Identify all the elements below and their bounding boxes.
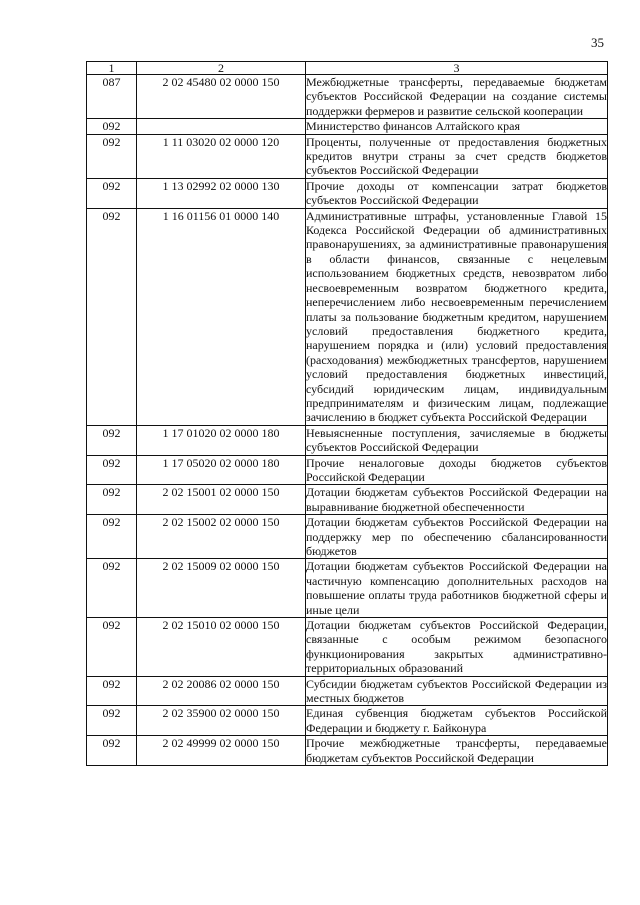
- revenue-name-cell: Межбюджетные трансферты, передаваемые бюджетам субъектов Российской Федерации на создание системы поддержки фермеров и развитие сельской кооперации: [306, 75, 607, 118]
- revenue-name-cell: Прочие доходы от компенсации затрат бюджетов субъектов Российской Федерации: [306, 178, 607, 208]
- budget-classification-code-cell: 1 13 02992 02 0000 130: [137, 178, 306, 208]
- revenue-name-cell: Невыясненные поступления, зачисляемые в бюджеты субъектов Российской Федерации: [306, 425, 607, 455]
- revenue-name-cell: Проценты, полученные от предоставления бюджетных кредитов внутри страны за счет средств бюджетов субъектов Российской Федерации: [306, 134, 607, 178]
- table-row: [87, 676, 608, 706]
- administrator-code-cell: 092: [87, 706, 137, 736]
- administrator-code-cell: 092: [87, 178, 137, 208]
- revenue-name-cell: Дотации бюджетам субъектов Российской Федерации на поддержку мер по обеспечению сбалансированности бюджетов: [306, 515, 607, 558]
- administrator-code-cell: 092: [87, 425, 137, 455]
- column-header-1: 1: [87, 62, 137, 75]
- budget-classification-code-cell: 2 02 15010 02 0000 150: [137, 618, 306, 677]
- administrator-code-cell: 087: [87, 75, 137, 119]
- table-row: [87, 425, 608, 455]
- budget-classification-code-cell: 2 02 45480 02 0000 150: [137, 75, 306, 119]
- administrator-code-cell: 092: [87, 515, 137, 559]
- administrator-code-cell: 092: [87, 455, 137, 485]
- budget-classification-code-cell: 2 02 15002 02 0000 150: [137, 515, 306, 559]
- budget-classification-code-cell: 1 17 01020 02 0000 180: [137, 425, 306, 455]
- budget-classification-code-cell: 2 02 15001 02 0000 150: [137, 485, 306, 515]
- revenue-name-cell: Прочие неналоговые доходы бюджетов субъектов Российской Федерации: [306, 455, 607, 484]
- table-row: [87, 559, 608, 618]
- administrator-code-cell: 092: [87, 736, 137, 766]
- budget-classification-code-cell: 1 11 03020 02 0000 120: [137, 134, 306, 178]
- table-row: [87, 134, 608, 178]
- budget-classification-code-cell: 1 17 05020 02 0000 180: [137, 455, 306, 485]
- page-number: 35: [591, 35, 604, 50]
- table-row: [87, 455, 608, 485]
- budget-classification-code-cell: 2 02 49999 02 0000 150: [137, 736, 306, 766]
- budget-classification-code-cell: 2 02 35900 02 0000 150: [137, 706, 306, 736]
- budget-classification-code-cell: 1 16 01156 01 0000 140: [137, 208, 306, 425]
- table-row: [87, 736, 608, 766]
- administrator-code-cell: 092: [87, 618, 137, 677]
- revenue-name-cell: Министерство финансов Алтайского края: [306, 119, 608, 134]
- budget-classification-code-cell: [137, 119, 306, 134]
- budget-classification-code-cell: 2 02 15009 02 0000 150: [137, 559, 306, 618]
- revenue-name-cell: Дотации бюджетам субъектов Российской Федерации на частичную компенсацию дополнительных расходов на повышение оплаты труда работников бюджетной сферы и иные цели: [306, 559, 607, 617]
- administrator-code-cell: 092: [87, 208, 137, 425]
- administrator-code-cell: 092: [87, 485, 137, 515]
- revenue-name-cell: Единая субвенция бюджетам субъектов Российской Федерации и бюджету г. Байконура: [306, 706, 607, 735]
- administrator-code-cell: 092: [87, 119, 137, 134]
- table-row: [87, 515, 608, 559]
- table-row: [87, 178, 608, 208]
- revenue-name-cell: Административные штрафы, установленные Главой 15 Кодекса Российской Федерации об административных правонарушениях, за административные правонарушения в области финансов, связанные с нецелевым использованием бюджетных средств, невозвратом либо несвоевременным возвратом бюджетного кредита, неперечислением либо несвоевременным перечислением платы за пользование бюджетным кредитом, нарушением условий предоставления бюджетного кредита, нарушением порядка и (или) условий предоставления (расходования) межбюджетных трансфертов, нарушением условий предоставления бюджетных инвестиций, субсидий юридическим лицам, индивидуальным предпринимателям и физическим лицам, подлежащие зачислению в бюджет субъекта Российской Федерации: [306, 208, 607, 425]
- table-body: [87, 75, 608, 766]
- column-header-3: 3: [306, 62, 608, 75]
- table-row: [87, 706, 608, 736]
- revenue-name-cell: Дотации бюджетам субъектов Российской Федерации на выравнивание бюджетной обеспеченности: [306, 485, 607, 514]
- budget-revenue-table: [86, 61, 608, 766]
- revenue-name-cell: Субсидии бюджетам субъектов Российской Федерации из местных бюджетов: [306, 676, 607, 706]
- table-row: [87, 485, 608, 515]
- administrator-code-cell: 092: [87, 134, 137, 178]
- table-row: [87, 618, 608, 677]
- table-row: [87, 208, 608, 425]
- table-row: [87, 75, 608, 119]
- revenue-name-cell: Прочие межбюджетные трансферты, передаваемые бюджетам субъектов Российской Федерации: [306, 736, 607, 765]
- table-row: [87, 119, 608, 134]
- budget-classification-code-cell: 2 02 20086 02 0000 150: [137, 676, 306, 706]
- administrator-code-cell: 092: [87, 676, 137, 706]
- column-header-2: 2: [137, 62, 306, 75]
- administrator-code-cell: 092: [87, 559, 137, 618]
- table-header-row: [87, 62, 608, 75]
- revenue-name-cell: Дотации бюджетам субъектов Российской Федерации, связанные с особым режимом безопасного функционирования закрытых административно-территориальных образований: [306, 618, 607, 676]
